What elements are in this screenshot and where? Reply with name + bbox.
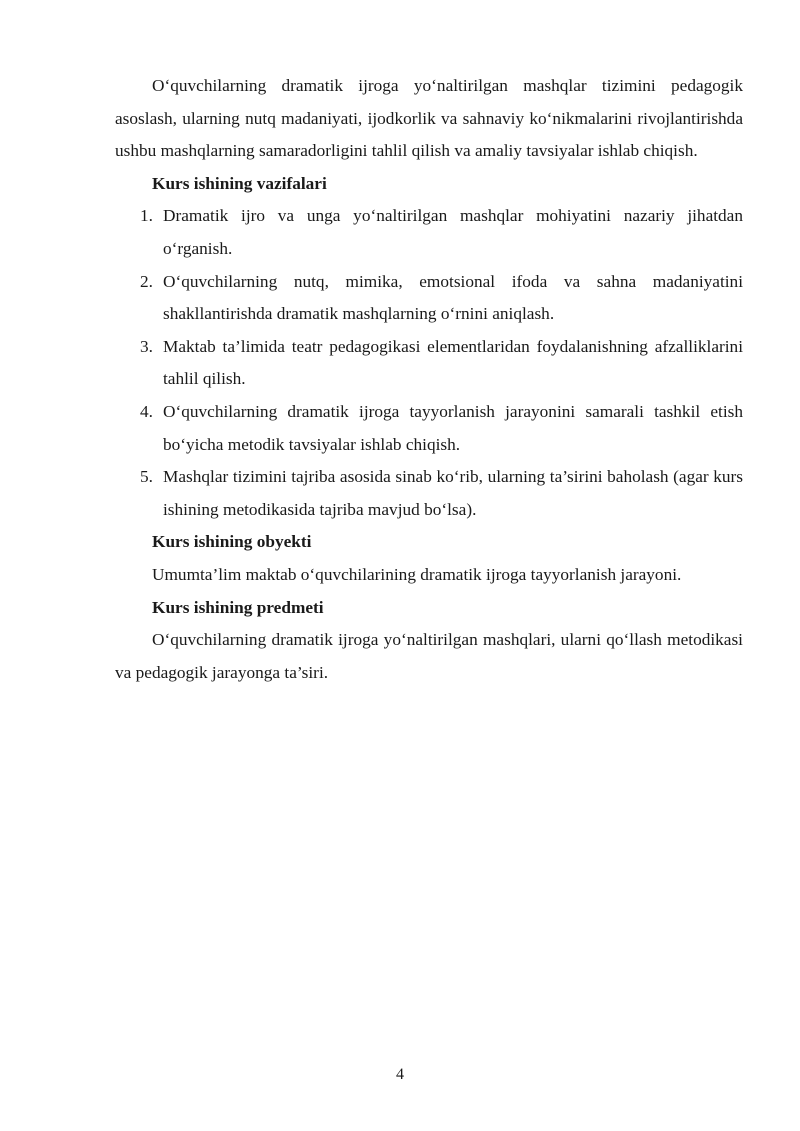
page-number: 4 bbox=[396, 1066, 404, 1083]
list-item-text: Maktab ta’limida teatr pedagogikasi elementlaridan foydalanishning afzalliklarini tahlil qilish. bbox=[163, 336, 743, 389]
list-item-text: Dramatik ijro va unga yo‘naltirilgan mashqlar mohiyatini nazariy jihatdan o‘rganish. bbox=[163, 206, 743, 258]
list-item bbox=[115, 461, 743, 526]
tasks-heading: Kurs ishining vazifalari bbox=[152, 173, 327, 193]
tasks-list bbox=[115, 200, 743, 526]
subject-heading: Kurs ishining predmeti bbox=[152, 597, 324, 617]
list-item bbox=[115, 396, 743, 461]
list-item-text: Mashqlar tizimini tajriba asosida sinab ko‘rib, ularning ta’sirini baholash (agar kurs ishining metodikasida tajriba mavjud bo‘lsa). bbox=[163, 467, 743, 519]
list-item-text: O‘quvchilarning dramatik ijroga tayyorlanish jarayonini samarali tashkil etish bo‘yicha metodik tavsiyalar ishlab chiqish. bbox=[163, 401, 743, 454]
subject-paragraph: O‘quvchilarning dramatik ijroga yo‘naltirilgan mashqlari, ularni qo‘llash metodikasi va pedagogik jarayonga ta’siri. bbox=[115, 630, 743, 682]
list-item-number: 3. bbox=[140, 336, 153, 356]
list-item-number: 1. bbox=[140, 206, 153, 226]
list-item-text: O‘quvchilarning nutq, mimika, emotsional ifoda va sahna madaniyatini shakllantirishda dramatik mashqlarning o‘rnini aniqlash. bbox=[163, 271, 743, 324]
object-heading: Kurs ishining obyekti bbox=[152, 532, 312, 552]
list-item-number: 4. bbox=[140, 401, 153, 421]
list-item-number: 2. bbox=[140, 271, 153, 291]
list-item bbox=[115, 331, 743, 396]
list-item bbox=[115, 200, 743, 265]
intro-paragraph: O‘quvchilarning dramatik ijroga yo‘naltirilgan mashqlar tizimini pedagogik asoslash, ularning nutq madaniyati, ijodkorlik va sahnaviy ko‘nikmalarini rivojlantirishda ushbu mashqlarning samaradorligini tahlil qilish va amaliy tavsiyalar ishlab chiqish. bbox=[115, 76, 743, 161]
document-page bbox=[115, 70, 743, 689]
list-item-number: 5. bbox=[140, 467, 153, 487]
list-item bbox=[115, 266, 743, 331]
object-text: Umumta’lim maktab o‘quvchilarining dramatik ijroga tayyorlanish jarayoni. bbox=[152, 564, 682, 584]
